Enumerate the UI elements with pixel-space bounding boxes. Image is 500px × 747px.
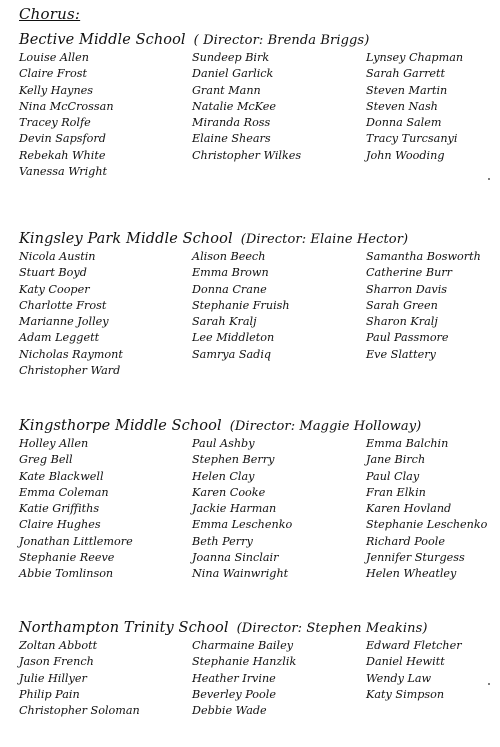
list-item: Christopher Soloman <box>19 704 140 718</box>
list-item: Daniel Garlick <box>192 67 274 81</box>
school-section-northampton-trinity <box>19 618 489 728</box>
list-item: Eve Slattery <box>366 347 436 361</box>
list-item: Sharron Davis <box>366 282 448 296</box>
school-name: Bective Middle School <box>19 32 186 48</box>
school-section-kingsthorpe <box>19 416 489 586</box>
name-grid <box>19 436 489 586</box>
list-item: Sarah Kralj <box>192 315 257 329</box>
list-item: Marianne Jolley <box>19 315 109 329</box>
list-item: Nicola Austin <box>19 250 96 263</box>
list-item: Julie Hillyer <box>19 671 87 685</box>
name-grid <box>19 249 489 399</box>
list-item: Emma Coleman <box>19 485 109 499</box>
list-item: Joanna Sinclair <box>192 551 279 565</box>
list-item: Karen Hovland <box>366 502 452 516</box>
list-item: Christopher Ward <box>19 364 121 378</box>
list-item: Sarah Green <box>366 298 438 312</box>
list-item: Stephanie Leschenko <box>366 518 488 532</box>
list-item: Katie Griffiths <box>19 502 100 516</box>
list-item: Charmaine Bailey <box>192 639 294 652</box>
list-item: Grant Mann <box>192 83 261 97</box>
list-item: John Wooding <box>366 148 445 162</box>
list-item: Steven Nash <box>366 99 438 113</box>
list-item: Sarah Garrett <box>366 67 446 81</box>
list-item: Beverley Poole <box>192 687 276 701</box>
name-column <box>192 50 301 164</box>
list-item: Jason French <box>19 655 94 669</box>
list-item: Steven Martin <box>366 83 448 97</box>
name-column <box>192 638 296 719</box>
list-item: Nina McCrossan <box>19 99 114 113</box>
list-item: Stuart Boyd <box>19 266 87 280</box>
school-section-bective <box>19 30 489 200</box>
list-item: Donna Crane <box>192 282 267 296</box>
list-item: Stephanie Reeve <box>19 551 115 565</box>
list-item: Samrya Sadiq <box>192 347 272 361</box>
list-item: Sundeep Birk <box>192 51 270 64</box>
list-item: Greg Bell <box>19 453 73 467</box>
school-heading <box>19 30 489 50</box>
list-item: Karen Cooke <box>192 485 266 499</box>
list-item: Elaine Shears <box>192 132 271 146</box>
list-item: Sharon Kralj <box>366 315 438 329</box>
list-item: Jane Birch <box>366 453 426 467</box>
list-item: Kelly Haynes <box>19 83 94 97</box>
list-item: Christopher Wilkes <box>192 148 302 162</box>
list-item: Claire Frost <box>19 67 87 81</box>
list-item: Stephen Berry <box>192 453 275 467</box>
list-item: Paul Clay <box>366 469 420 483</box>
school-name: Kingsthorpe Middle School <box>19 418 222 434</box>
scan-speck <box>488 683 490 685</box>
list-item: Rebekah White <box>19 148 106 162</box>
list-item: Adam Leggett <box>19 331 100 345</box>
list-item: Helen Clay <box>192 469 255 483</box>
list-item: Jennifer Sturgess <box>366 551 465 565</box>
list-item: Tracy Turcsanyi <box>366 132 458 146</box>
school-section-kingsley-park <box>19 229 489 399</box>
school-heading <box>19 229 489 249</box>
school-director: (Director: Maggie Holloway) <box>229 419 422 434</box>
list-item: Natalie McKee <box>192 99 276 113</box>
list-item: Donna Salem <box>366 116 442 130</box>
list-item: Catherine Burr <box>366 266 452 280</box>
name-column <box>192 249 290 363</box>
name-column <box>366 638 462 703</box>
name-column <box>366 50 463 164</box>
list-item: Vanessa Wright <box>19 165 108 179</box>
list-item: Lynsey Chapman <box>366 51 464 64</box>
school-director: (Director: Elaine Hector) <box>240 232 409 247</box>
list-item: Daniel Hewitt <box>366 655 445 669</box>
list-item: Claire Hughes <box>19 518 101 532</box>
school-heading <box>19 618 489 638</box>
list-item: Stephanie Hanzlik <box>192 655 297 669</box>
list-item: Nina Wainwright <box>192 567 289 581</box>
list-item: Louise Allen <box>19 51 89 64</box>
name-column <box>19 249 123 379</box>
list-item: Fran Elkin <box>366 485 426 499</box>
name-column <box>19 638 140 719</box>
list-item: Abbie Tomlinson <box>19 567 114 581</box>
name-column <box>366 249 481 363</box>
school-name: Kingsley Park Middle School <box>19 231 233 247</box>
list-item: Emma Brown <box>192 266 269 280</box>
name-column <box>19 436 133 583</box>
name-grid <box>19 50 489 200</box>
list-item: Beth Perry <box>192 534 253 548</box>
school-director: (Director: Stephen Meakins) <box>236 621 428 636</box>
school-director: ( Director: Brenda Briggs) <box>193 33 370 48</box>
name-column <box>366 436 487 583</box>
list-item: Zoltan Abbott <box>19 639 98 652</box>
list-item: Devin Sapsford <box>19 132 106 146</box>
list-item: Paul Ashby <box>192 437 255 450</box>
list-item: Stephanie Fruish <box>192 298 290 312</box>
list-item: Emma Balchin <box>366 437 449 450</box>
scan-speck <box>488 178 490 180</box>
list-item: Jackie Harman <box>192 502 277 516</box>
list-item: Emma Leschenko <box>192 518 293 532</box>
list-item: Debbie Wade <box>192 704 267 718</box>
school-heading <box>19 416 489 436</box>
list-item: Edward Fletcher <box>366 639 462 652</box>
list-item: Wendy Law <box>366 671 432 685</box>
list-item: Samantha Bosworth <box>366 250 481 263</box>
list-item: Heather Irvine <box>192 671 276 685</box>
list-item: Alison Beech <box>192 250 266 263</box>
list-item: Tracey Rolfe <box>19 116 91 130</box>
school-name: Northampton Trinity School <box>19 620 229 636</box>
list-item: Katy Cooper <box>19 282 90 296</box>
list-item: Nicholas Raymont <box>19 347 123 361</box>
list-item: Holley Allen <box>19 437 89 450</box>
name-grid <box>19 638 489 728</box>
page-title: Chorus: <box>19 5 81 23</box>
list-item: Miranda Ross <box>192 116 271 130</box>
list-item: Philip Pain <box>19 687 80 701</box>
list-item: Helen Wheatley <box>366 567 457 581</box>
list-item: Kate Blackwell <box>19 469 104 483</box>
list-item: Jonathan Littlemore <box>19 534 133 548</box>
list-item: Lee Middleton <box>192 331 275 345</box>
name-column <box>192 436 292 583</box>
list-item: Richard Poole <box>366 534 445 548</box>
list-item: Paul Passmore <box>366 331 449 345</box>
name-column <box>19 50 114 180</box>
list-item: Charlotte Frost <box>19 298 107 312</box>
list-item: Katy Simpson <box>366 687 445 701</box>
